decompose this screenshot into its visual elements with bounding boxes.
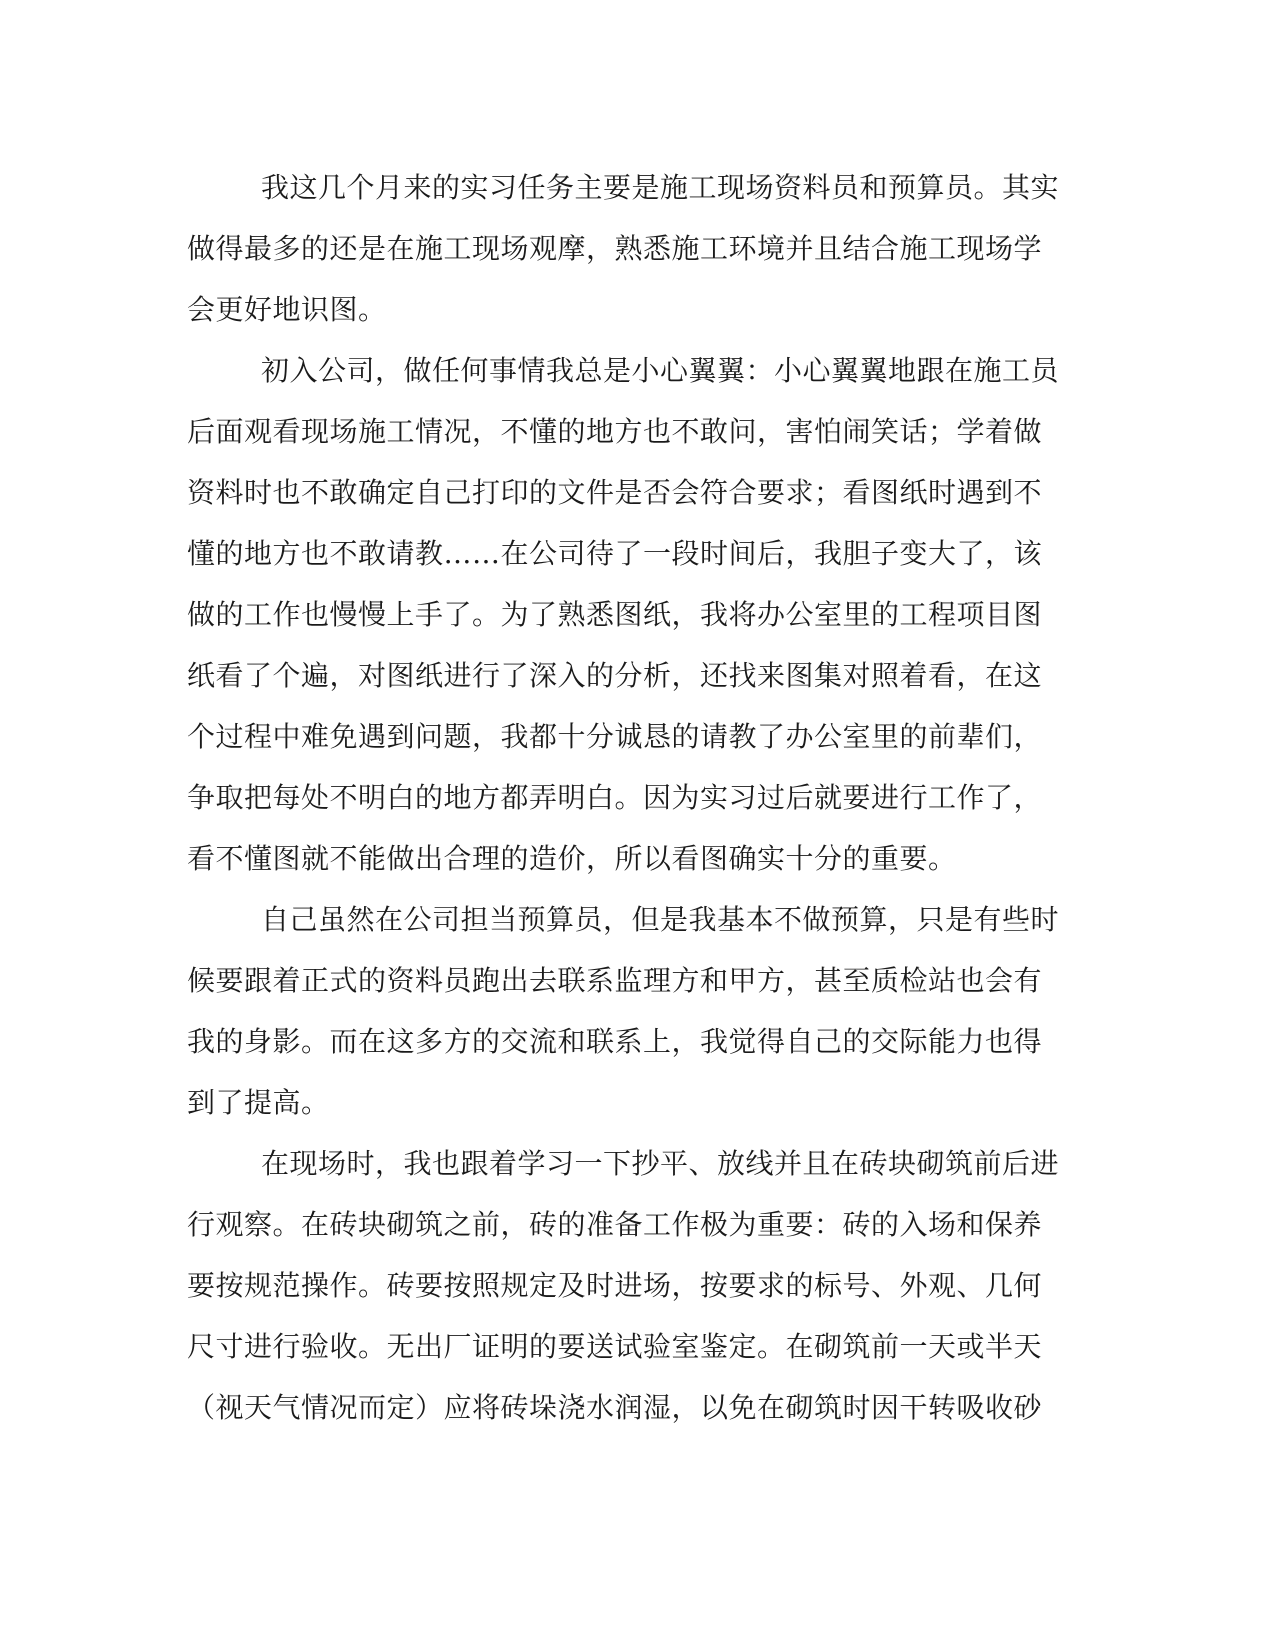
paragraph-1-line-3: 会更好地识图。 <box>187 293 387 326</box>
paragraph-2-line-7: 个过程中难免遇到问题，我都十分诚恳的请教了办公室里的前辈们， <box>187 720 1043 753</box>
paragraph-4-line-4: 尺寸进行验收。无出厂证明的要送试验室鉴定。在砌筑前一天或半天 <box>187 1330 1043 1363</box>
paragraph-3-line-1: 自己虽然在公司担当预算员，但是我基本不做预算，只是有些时 <box>261 903 1060 936</box>
paragraph-2-line-2: 后面观看现场施工情况，不懂的地方也不敢问，害怕闹笑话；学着做 <box>187 415 1043 448</box>
paragraph-1-line-1: 我这几个月来的实习任务主要是施工现场资料员和预算员。其实 <box>261 171 1060 204</box>
paragraph-2-line-3: 资料时也不敢确定自己打印的文件是否会符合要求；看图纸时遇到不 <box>187 476 1043 509</box>
paragraph-2-line-5: 做的工作也慢慢上手了。为了熟悉图纸，我将办公室里的工程项目图 <box>187 598 1043 631</box>
paragraph-2-line-4: 懂的地方也不敢请教……在公司待了一段时间后，我胆子变大了，该 <box>187 537 1043 570</box>
paragraph-4-line-3: 要按规范操作。砖要按照规定及时进场，按要求的标号、外观、几何 <box>187 1269 1043 1302</box>
paragraph-2-line-1: 初入公司，做任何事情我总是小心翼翼：小心翼翼地跟在施工员 <box>261 354 1060 387</box>
paragraph-4-line-2: 行观察。在砖块砌筑之前，砖的准备工作极为重要：砖的入场和保养 <box>187 1208 1043 1241</box>
paragraph-1-line-2: 做得最多的还是在施工现场观摩，熟悉施工环境并且结合施工现场学 <box>187 232 1043 265</box>
paragraph-2-line-8: 争取把每处不明白的地方都弄明白。因为实习过后就要进行工作了， <box>187 781 1043 814</box>
paragraph-3-line-3: 我的身影。而在这多方的交流和联系上，我觉得自己的交际能力也得 <box>187 1025 1043 1058</box>
paragraph-3-line-2: 候要跟着正式的资料员跑出去联系监理方和甲方，甚至质检站也会有 <box>187 964 1043 997</box>
paragraph-4-line-1: 在现场时，我也跟着学习一下抄平、放线并且在砖块砌筑前后进 <box>261 1147 1060 1180</box>
paragraph-3-line-4: 到了提高。 <box>187 1086 330 1119</box>
paragraph-4-line-5: （视天气情况而定）应将砖垛浇水润湿，以免在砌筑时因干转吸收砂 <box>187 1391 1043 1424</box>
paragraph-2-line-9: 看不懂图就不能做出合理的造价，所以看图确实十分的重要。 <box>187 842 957 875</box>
paragraph-2-line-6: 纸看了个遍，对图纸进行了深入的分析，还找来图集对照着看，在这 <box>187 659 1043 692</box>
